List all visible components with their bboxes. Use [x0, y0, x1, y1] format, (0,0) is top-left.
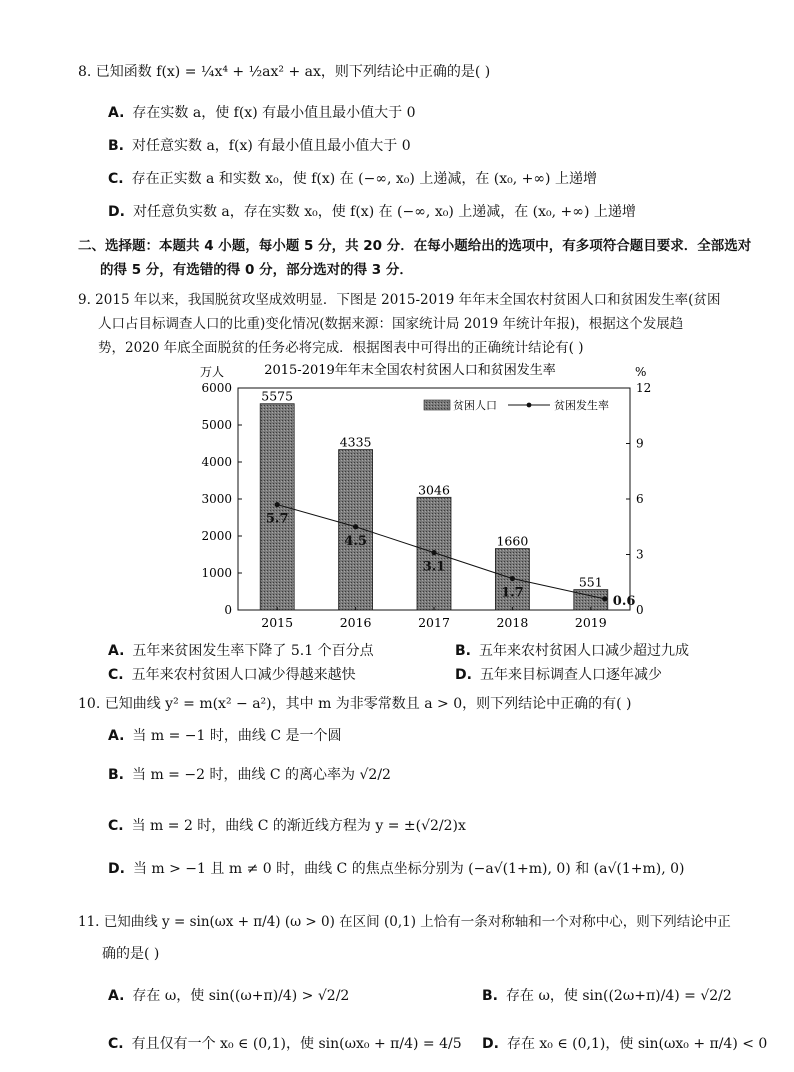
bar-label-2015: 5575	[261, 388, 294, 404]
bar-label-2017: 3046	[418, 482, 450, 498]
q9-stem-1: 9. 2015 年以来，我国脱贫攻坚成效明显．下图是 2015-2019 年年末全国农村贫困人口和贫困发生率(贫困	[78, 292, 721, 308]
rate-label-2017: 3.1	[422, 559, 446, 575]
y-left-tick-label: 5000	[201, 418, 232, 432]
q11-option-b: B. 存在 ω，使 sin((2ω+π)/4) = √2/2	[482, 988, 732, 1004]
q11-option-a: A. 存在 ω，使 sin((ω+π)/4) > √2/2	[108, 988, 350, 1004]
q9-option-d: D. 五年来目标调查人口逐年减少	[455, 667, 662, 683]
y-left-tick-label: 6000	[201, 381, 232, 395]
legend-line-marker	[527, 403, 532, 408]
rate-label-2016: 4.5	[344, 533, 367, 549]
y-right-tick-label: 0	[636, 603, 644, 617]
y-right-tick-label: 9	[636, 436, 644, 451]
q9-option-b: B. 五年来农村贫困人口减少超过九成	[455, 643, 689, 659]
x-tick-label: 2017	[418, 615, 450, 630]
y-left-tick-label: 3000	[201, 492, 232, 506]
q8-option-a: A. 存在实数 a，使 f(x) 有最小值且最小值大于 0	[108, 105, 416, 121]
q11-stem-2: 确的是( )	[102, 946, 160, 962]
y-left-tick-label: 2000	[201, 529, 232, 543]
q11-option-c: C. 有且仅有一个 x₀ ∈ (0,1)，使 sin(ωx₀ + π/4) = 4/5	[108, 1036, 462, 1052]
bar-label-2016: 4335	[339, 434, 372, 450]
rate-label-2018: 1.7	[501, 585, 524, 601]
y-right-tick-label: 6	[636, 492, 644, 506]
q10-option-d: D. 当 m > −1 且 m ≠ 0 时，曲线 C 的焦点坐标分别为 (−a√(1+m), 0) 和 (a√(1+m), 0)	[108, 861, 685, 877]
x-tick-label: 2016	[339, 615, 372, 630]
q11-option-d: D. 存在 x₀ ∈ (0,1)，使 sin(ωx₀ + π/4) < 0	[482, 1036, 768, 1052]
section2-heading-cont: 的得 5 分，有选错的得 0 分，部分选对的得 3 分．	[100, 262, 413, 278]
y-right-unit: %	[635, 365, 647, 379]
bar-label-2019: 551	[578, 574, 603, 590]
q8-stem: 8. 已知函数 f(x) = ¼x⁴ + ½ax² + ax，则下列结论中正确的是( )	[78, 64, 491, 80]
legend-bar-swatch	[424, 400, 450, 410]
q8-option-c: C. 存在正实数 a 和实数 x₀，使 f(x) 在 (−∞, x₀) 上递减，在 (x₀, +∞) 上递增	[108, 171, 597, 187]
x-tick-label: 2015	[261, 615, 294, 630]
rate-label-2015: 5.7	[265, 511, 289, 527]
rate-point-2016	[353, 524, 358, 529]
rate-point-2017	[431, 550, 436, 555]
y-right-tick-label: 12	[636, 381, 652, 395]
q9-option-a: A. 五年来贫困发生率下降了 5.1 个百分点	[108, 643, 374, 659]
legend-line-label: 贫困发生率	[554, 399, 609, 412]
q10-stem: 10. 已知曲线 y² = m(x² − a²)，其中 m 为非零常数且 a > 0，则下列结论中正确的有( )	[78, 696, 632, 712]
bar-label-2018: 1660	[496, 533, 529, 549]
y-right-tick-label: 3	[636, 547, 644, 562]
poverty-chart	[180, 360, 660, 630]
rate-point-2019	[602, 596, 607, 601]
y-left-tick-label: 0	[224, 603, 232, 617]
rate-point-2018	[510, 576, 515, 581]
q9-option-c: C. 五年来农村贫困人口减少得越来越快	[108, 667, 356, 683]
section2-heading: 二、选择题：本题共 4 小题，每小题 5 分，共 20 分．在每小题给出的选项中，有多项符合题目要求．全部选对	[78, 238, 752, 254]
q8-option-b: B. 对任意实数 a，f(x) 有最小值且最小值大于 0	[108, 138, 411, 154]
q10-option-b: B. 当 m = −2 时，曲线 C 的离心率为 √2/2	[108, 767, 391, 783]
x-tick-label: 2019	[574, 615, 607, 630]
bar-2016	[339, 450, 373, 610]
q8-option-d: D. 对任意负实数 a，存在实数 x₀，使 f(x) 在 (−∞, x₀) 上递减，在 (x₀, +∞) 上递增	[108, 204, 636, 220]
rate-label-2019: 0.6	[612, 593, 636, 609]
y-left-tick-label: 4000	[201, 455, 232, 469]
legend	[424, 398, 609, 412]
q10-option-c: C. 当 m = 2 时，曲线 C 的渐近线方程为 y = ±(√2/2)x	[108, 818, 466, 834]
q9-stem-3: 势，2020 年底全面脱贫的任务必将完成．根据图表中可得出的正确统计结论有( )	[98, 340, 584, 356]
legend-bar-label: 贫困人口	[453, 399, 497, 412]
y-left-tick-label: 1000	[201, 566, 232, 580]
x-tick-label: 2018	[496, 615, 529, 630]
rate-point-2015	[275, 502, 280, 507]
chart-title: 2015-2019年年末全国农村贫困人口和贫困发生率	[264, 363, 556, 378]
q11-stem-1: 11. 已知曲线 y = sin(ωx + π/4) (ω > 0) 在区间 (0,1) 上恰有一条对称轴和一个对称中心，则下列结论中正	[78, 914, 731, 930]
q10-option-a: A. 当 m = −1 时，曲线 C 是一个圆	[108, 728, 342, 744]
y-left-unit: 万人	[200, 365, 225, 379]
q9-stem-2: 人口占目标调查人口的比重)变化情况(数据来源：国家统计局 2019 年统计年报)，根据这个发展趋	[98, 316, 684, 332]
